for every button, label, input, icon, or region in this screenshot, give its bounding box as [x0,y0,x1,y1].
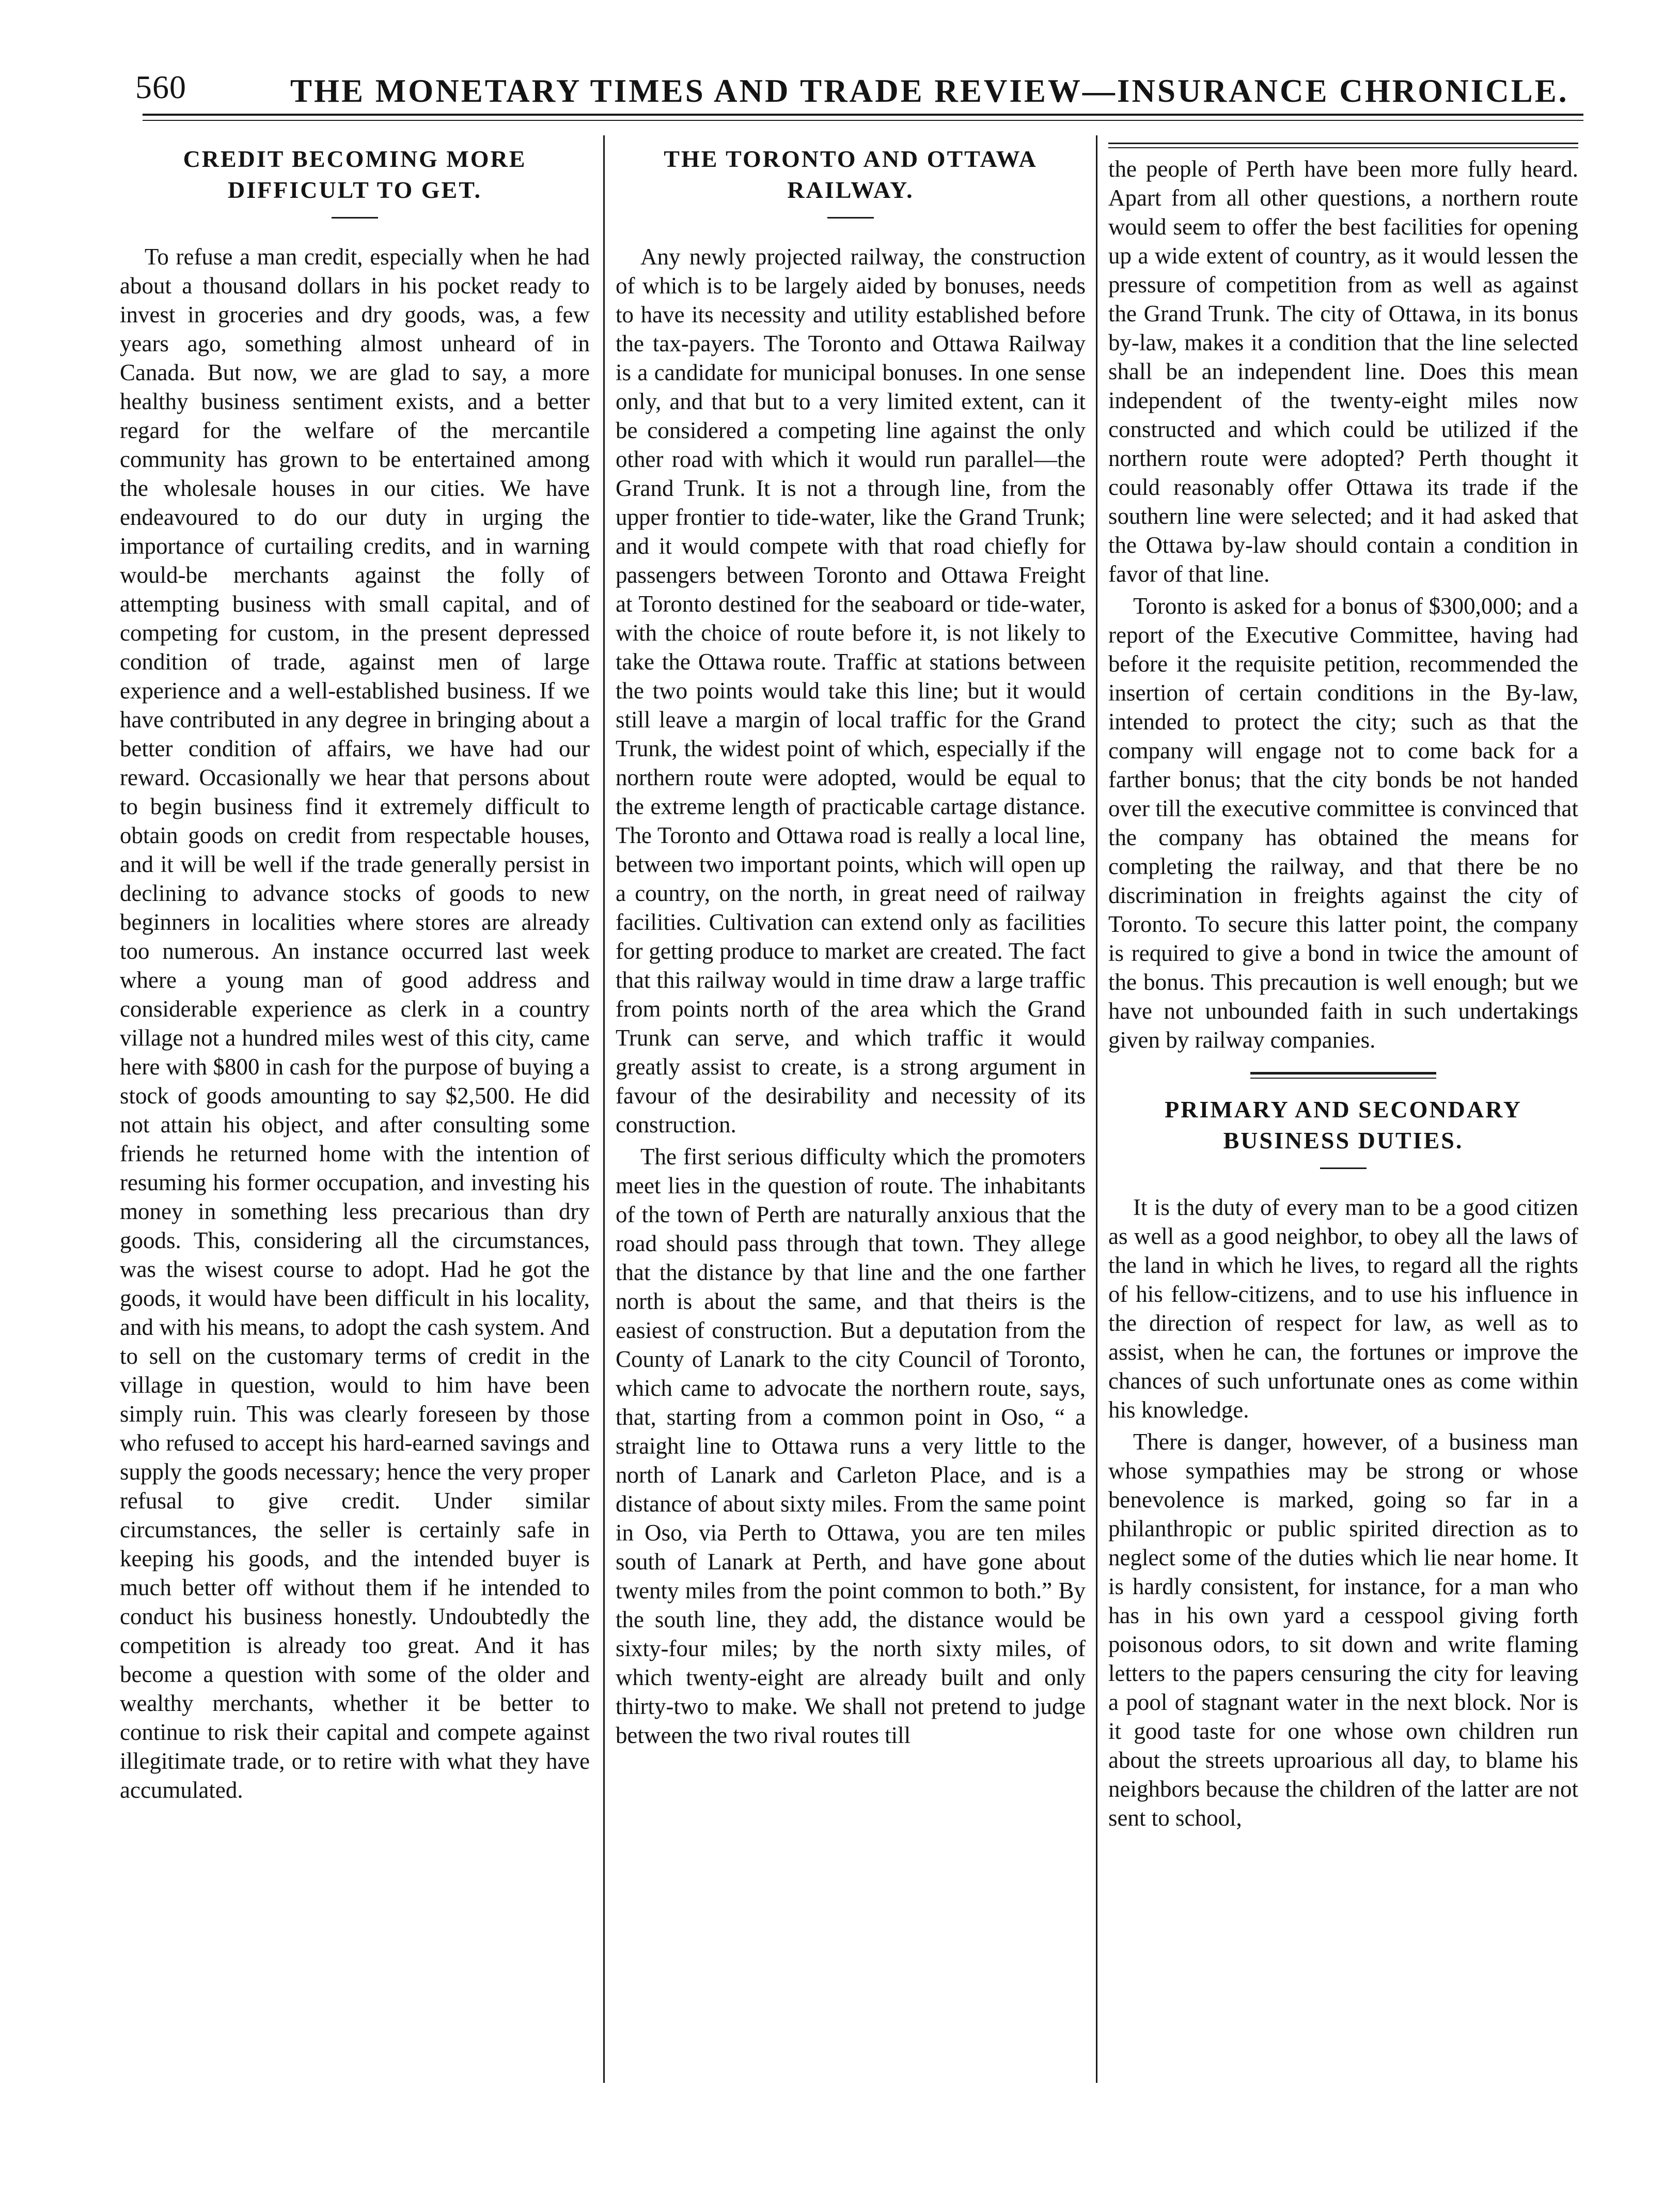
article-paragraph: There is danger, however, of a business man whose sympathies may be strong or whose benevolence is marked, going so far in a philanthropic or public spirited direction as to neglect some of the duties which lie near home. It is hardly consistent, for instance, for a man who has in his own yard a cesspool giving forth poisonous odors, to sit down and write flaming letters to the papers censuring the city for leaving a pool of stagnant water in the next block. Nor is it good taste for one whose own children run about the streets uproarious all day, to blame his neighbors because the children of the latter are not sent to school, [1108,1429,1578,1831]
column-divider-2 [1096,135,1097,2083]
article-business-duties [1108,1094,1578,1832]
column-1 [120,135,590,2083]
article-railway-continued [1108,154,1578,1054]
section-separator [1250,1072,1436,1079]
article-headline: THE TORONTO AND OTTAWA RAILWAY. [664,146,1038,203]
journal-title: THE MONETARY TIMES AND TRADE REVIEW—INSURANCE CHRONICLE. [290,73,1569,109]
article-toronto-ottawa-railway [616,144,1086,1750]
article-credit [120,144,590,1804]
column-divider-1 [603,135,605,2083]
article-paragraph: Any newly projected railway, the construction of which is to be largely aided by bonuses, needs to have its necessity and utility established before the tax-payers. The Toronto and Ottawa Railway is a candidate for municipal bonuses. In one sense only, and that but to a very limited extent, can it be considered a competing line against the only other road with which it would run parallel—the Grand Trunk. It is not a through line, from the upper frontier to tide-water, like the Grand Trunk; and it would compete with that road chiefly for passengers between Toronto and Ottawa Freight at Toronto destined for the seaboard or tide-water, with the choice of route before it, is not likely to take the Ottawa route. Traffic at stations between the two points would take this line; but it would still leave a margin of local traffic for the Grand Trunk, the widest point of which, especially if the northern route were adopted, would be equal to the extreme length of practicable cartage distance. The Toronto and Ottawa road is really a local line, between two important points, which will open up a country, on the north, in great need of railway facilities. Cultivation can extend only as facilities for getting produce to market are created. The fact that this railway would in time draw a large traffic from points north of the area which the Grand Trunk can serve, and which traffic it would greatly assist to create, is a strong argument in favour of the desirability and necessity of its construction. [616,244,1086,1138]
headline-dash [332,217,378,219]
separator-rule-thick [1250,1072,1436,1075]
column-top-rule [1108,143,1578,144]
article-headline: PRIMARY AND SECONDARY BUSINESS DUTIES. [1165,1096,1522,1154]
article-headline: CREDIT BECOMING MORE DIFFICULT TO GET. [183,146,527,203]
column-2 [616,135,1086,2083]
column-top-rule-thin [1108,147,1578,148]
article-paragraph: To refuse a man credit, especially when he had about a thousand dollars in his pocket ready to invest in groceries and dry goods, was, a few years ago, something almost unheard of in Canada. But now, we are glad to say, a more healthy business sentiment exists, and a better regard for the welfare of the mercantile community has grown to be entertained among the wholesale houses in our cities. We have endeavoured to do our duty in urging the importance of curtailing credits, and in warning would-be merchants against the folly of attempting business with small capital, and of competing for custom, in the present depressed condition of trade, against men of large experience and a well-established business. If we have contributed in any degree in bringing about a better condition of affairs, we have had our reward. Occasionally we hear that persons about to begin business find it extremely difficult to obtain goods on credit from respectable houses, and it will be well if the trade generally persist in declining to advance stocks of goods to new beginners in localities where stores are already too numerous. An instance occurred last week where a young man of good address and considerable experience as clerk in a country village not a hundred miles west of this city, came here with $800 in cash for the purpose of buying a stock of goods amounting to say $2,500. He did not attain his object, and after consulting some friends he returned home with the intention of resuming his former occupation, and investing his money in something less precarious than dry goods. This, considering all the circumstances, was the wisest course to adopt. Had he got the goods, it would have been difficult in his locality, and with his means, to adopt the cash system. And to sell on the customary terms of credit in the village in question, would to him have been simply ruin. This was clearly foreseen by those who refused to accept his hard-earned savings and supply the goods necessary; hence the very proper refusal to give credit. Under similar circumstances, the seller is certainly safe in keeping his goods, and the intended buyer is much better off without them if he intended to conduct his business honestly. Undoubtedly the competition is already too great. And it has become a question with some of the older and wealthy merchants, whether it be better to continue to risk their capital and compete against illegitimate trade, or to retire with what they have accumulated. [120,244,590,1803]
page-number: 560 [135,69,186,105]
header-rule-bottom [143,120,1583,121]
column-3 [1108,135,1578,2083]
article-paragraph: Toronto is asked for a bonus of $300,000; and a report of the Executive Committee, having had before it the requisite petition, recommended the insertion of certain conditions in the By-law, intended to protect the city; such as that the company will engage not to come back for a farther bonus; that the city bonds be not handed over till the executive committee is convinced that the company has obtained the means for completing the railway, and that there be no discrimination in freights against the city of Toronto. To secure this latter point, the company is required to give a bond in twice the amount of the bonus. This precaution is well enough; but we have not unbounded faith in such undertakings given by railway companies. [1108,593,1578,1053]
headline-dash [827,217,874,219]
article-paragraph: It is the duty of every man to be a good citizen as well as a good neighbor, to obey all the laws of the land in which he lives, to regard all the rights of his fellow-citizens, and to use his influence in the direction of respect for law, as well as to assist, when he can, the fortunes or improve the chances of such unfortunate ones as come within his knowledge. [1108,1194,1578,1423]
headline-dash [1320,1167,1367,1169]
article-paragraph: The first serious difficulty which the promoters meet lies in the question of route. The inhabitants of the town of Perth are naturally anxious that the road should pass through that town. They allege that the distance by that line and the one farther north is about the same, and that theirs is the easiest of construction. But a deputation from the County of Lanark to the city Council of Toronto, which came to advocate the northern route, says, that, starting from a common point in Oso, “ a straight line to Ottawa runs a very little to the north of Lanark and Carleton Place, and is a distance of about sixty miles. From the same point in Oso, via Perth to Ottawa, you are ten miles south of Lanark at Perth, and have gone about twenty miles from the point common to both.” By the south line, they add, the distance would be sixty-four miles; by the north sixty miles, of which twenty-eight are already built and only thirty-two to make. We shall not pretend to judge between the two rival routes till [616,1144,1086,1748]
article-paragraph: the people of Perth have been more fully heard. Apart from all other questions, a northern route would seem to offer the best facilities for opening up a wide extent of country, as it would lessen the pressure of competition from as well as against the Grand Trunk. The city of Ottawa, in its bonus by-law, makes it a condition that the line selected shall be an independent line. Does this mean independent of the twenty-eight miles now constructed and which could be utilized if the northern route were adopted? Perth thought it could reasonably offer Ottawa its trade if the southern line were selected; and it had asked that the Ottawa by-law should contain a condition in favor of that line. [1108,156,1578,587]
header-rule-top [143,114,1583,116]
separator-rule-thin [1250,1078,1436,1079]
